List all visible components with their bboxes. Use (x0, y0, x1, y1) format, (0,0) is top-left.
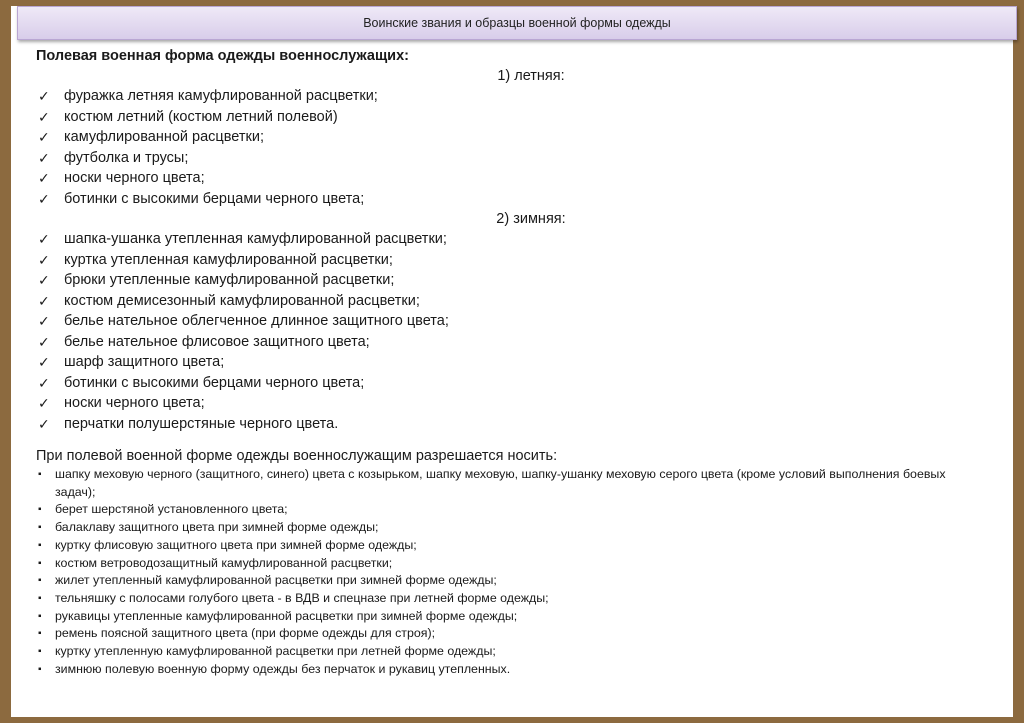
list-item: ✓ футболка и трусы; (36, 148, 996, 169)
summer-label: 1) летняя: (497, 68, 565, 84)
list-item: ✓ носки черного цвета; (36, 393, 996, 414)
checkmark-icon: ✓ (38, 395, 50, 411)
title-bar (17, 6, 1017, 40)
checkmark-icon: ✓ (38, 415, 50, 432)
list-item: ▪ тельняшку с полосами голубого цвета - в ВДВ и спецназе при летней форме одежды; (36, 590, 996, 608)
list-item: ▪ балаклаву защитного цвета при зимней форме одежды; (36, 519, 996, 537)
checkmark-icon: ✓ (38, 231, 50, 247)
square-bullet-icon: ▪ (38, 610, 42, 622)
list-item: ✓ ботинки с высокими берцами черного цвета; (36, 373, 996, 394)
list-item: ✓ брюки утепленные камуфлированной расцветки; (36, 270, 996, 291)
square-bullet-icon: ▪ (38, 628, 42, 640)
list-item: ✓ костюм летний (костюм летний полевой) (36, 107, 996, 128)
checkmark-icon: ✓ (38, 313, 50, 329)
list-item: ✓ ботинки с высокими берцами черного цвета; (36, 189, 996, 210)
square-bullet-icon: ▪ (38, 539, 42, 551)
checkmark-icon: ✓ (38, 251, 50, 268)
content-area (36, 47, 996, 678)
checkmark-icon: ✓ (38, 129, 50, 145)
list-item: ✓ фуражка летняя камуфлированной расцветки; (36, 86, 996, 107)
square-bullet-icon: ▪ (38, 646, 42, 658)
checkmark-icon: ✓ (38, 108, 50, 125)
page-title: Воинские звания и образцы военной формы одежды (363, 16, 671, 30)
slide-page (11, 6, 1013, 717)
list-item: ▪ костюм ветроводозащитный камуфлированной расцветки; (36, 555, 996, 573)
list-item: ✓ носки черного цвета; (36, 168, 996, 189)
square-bullet-icon: ▪ (38, 663, 42, 675)
list-item: ▪ берет шерстяной установленного цвета; (36, 501, 996, 519)
winter-label: 2) зимняя: (496, 211, 566, 227)
list-item: ▪ куртку утепленную камуфлированной расцветки при летней форме одежды; (36, 643, 996, 661)
checkmark-icon: ✓ (38, 170, 50, 186)
square-bullet-icon: ▪ (38, 469, 42, 480)
square-bullet-icon: ▪ (38, 592, 42, 604)
section-heading: Полевая военная форма одежды военнослужащих: (36, 48, 409, 64)
winter-list (36, 229, 996, 434)
checkmark-icon: ✓ (38, 272, 50, 288)
square-bullet-icon: ▪ (38, 504, 42, 516)
list-item: ▪ шапку меховую черного (защитного, синего) цвета с козырьком, шапку меховую, шапку-ушанку меховую серого цвета (кроме условий выполнения боевых задач); (38, 467, 946, 499)
summer-list (36, 86, 996, 209)
list-item: ✓ белье нательное облегченное длинное защитного цвета; (36, 311, 996, 332)
list-item: ✓ шарф защитного цвета; (36, 352, 996, 373)
list-item: ▪ куртку флисовую защитного цвета при зимней форме одежды; (36, 537, 996, 555)
list-item: ▪ зимнюю полевую военную форму одежды без перчаток и рукавиц утепленных. (36, 661, 996, 679)
square-bullet-icon: ▪ (38, 522, 42, 534)
checkmark-icon: ✓ (38, 88, 50, 104)
list-item: ✓ белье нательное флисовое защитного цвета; (36, 332, 996, 353)
list-item: ▪ жилет утепленный камуфлированной расцветки при зимней форме одежды; (36, 572, 996, 590)
checkmark-icon: ✓ (38, 149, 50, 166)
list-item: ✓ костюм демисезонный камуфлированной расцветки; (36, 291, 996, 312)
checkmark-icon: ✓ (38, 190, 50, 207)
list-item: ▪ ремень поясной защитного цвета (при форме одежды для строя); (36, 625, 996, 643)
list-item: ✓ камуфлированной расцветки; (36, 127, 996, 148)
allowed-heading: При полевой военной форме одежды военнослужащим разрешается носить: (36, 448, 558, 464)
square-bullet-icon: ▪ (38, 557, 42, 569)
list-item: ▪ рукавицы утепленные камуфлированной расцветки при зимней форме одежды; (36, 608, 996, 626)
checkmark-icon: ✓ (38, 374, 50, 391)
checkmark-icon: ✓ (38, 292, 50, 309)
allowed-list (36, 466, 996, 678)
square-bullet-icon: ▪ (38, 575, 42, 587)
checkmark-icon: ✓ (38, 333, 50, 350)
list-item: ✓ перчатки полушерстяные черного цвета. (36, 414, 996, 435)
list-item: ✓ куртка утепленная камуфлированной расцветки; (36, 250, 996, 271)
checkmark-icon: ✓ (38, 354, 50, 370)
list-item: ✓ шапка-ушанка утепленная камуфлированной расцветки; (36, 229, 996, 250)
